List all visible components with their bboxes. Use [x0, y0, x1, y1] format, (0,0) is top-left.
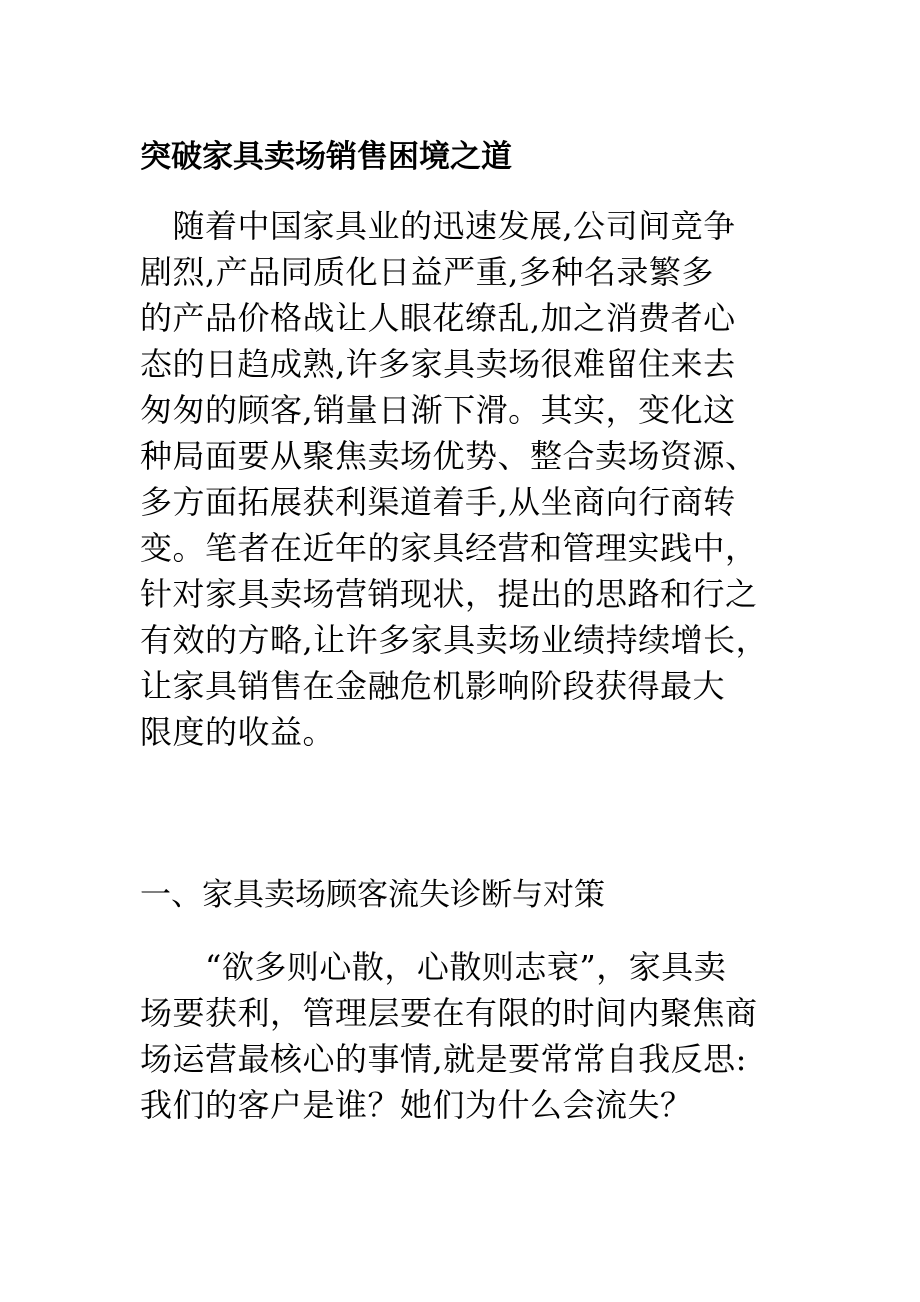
- section-line: 我们的客户是谁？她们为什么会流失？: [140, 1086, 693, 1124]
- intro-line: 有效的方略,让许多家具卖场业绩持续增长，: [140, 621, 769, 659]
- intro-line: 限度的收益。: [140, 713, 336, 751]
- section-line: “欲多则心散，心散则志衰”，家具卖: [140, 948, 727, 986]
- intro-line: 的产品价格战让人眼花缭乱,加之消费者心: [140, 299, 736, 337]
- intro-line: 让家具销售在金融危机影响阶段获得最大: [140, 667, 726, 705]
- intro-line: 匆匆的顾客,销量日渐下滑。其实，变化这: [140, 391, 736, 429]
- intro-line: 剧烈,产品同质化日益严重,多种名录繁多: [140, 253, 714, 291]
- intro-line: 针对家具卖场营销现状，提出的思路和行之: [140, 575, 758, 613]
- intro-line: 态的日趋成熟,许多家具卖场很难留住来去: [140, 345, 736, 383]
- intro-line: 种局面要从聚焦卖场优势、整合卖场资源、: [140, 437, 758, 475]
- document-title: 突破家具卖场销售困境之道: [140, 139, 512, 175]
- intro-line: 变。笔者在近年的家具经营和管理实践中，: [140, 529, 758, 567]
- section-heading: 一、家具卖场顾客流失诊断与对策: [140, 877, 605, 913]
- intro-line: 随着中国家具业的迅速发展,公司间竞争: [140, 207, 736, 245]
- section-line: 场运营最核心的事情,就是要常常自我反思:: [140, 1040, 747, 1078]
- section-line: 场要获利，管理层要在有限的时间内聚焦商: [140, 994, 758, 1032]
- intro-line: 多方面拓展获利渠道着手,从坐商向行商转: [140, 483, 736, 521]
